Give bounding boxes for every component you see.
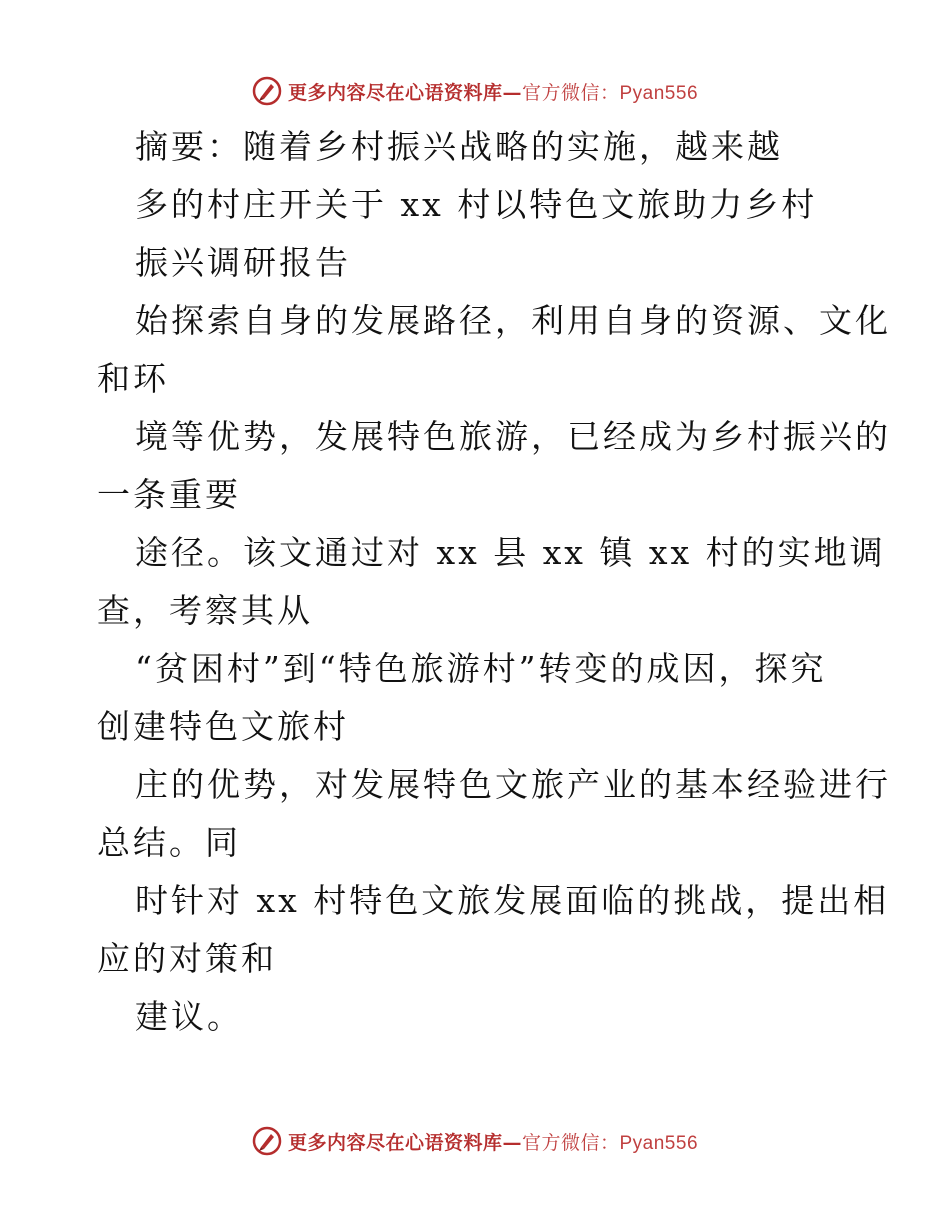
body-line: 始探索自身的发展路径，利用自身的资源、文化 — [135, 301, 891, 340]
pen-logo-icon — [252, 76, 282, 106]
body-line: 总结。同 — [97, 823, 241, 862]
footer-watermark-banner — [0, 1121, 950, 1161]
header-watermark-banner — [0, 71, 950, 111]
banner-wechat: 官方微信：Pyan556 — [522, 1132, 699, 1154]
body-line: 创建特色文旅村 — [97, 707, 349, 746]
banner-title: 更多内容尽在心语资料库 — [287, 1131, 503, 1154]
banner-title: 更多内容尽在心语资料库 — [287, 81, 503, 104]
body-line: 途径。该文通过对 xx 县 xx 镇 xx 村的实地调 — [135, 533, 886, 572]
body-line: 和环 — [97, 359, 169, 398]
body-line: 境等优势，发展特色旅游，已经成为乡村振兴的 — [135, 417, 891, 456]
body-line: 建议。 — [135, 997, 243, 1036]
banner-dash: — — [502, 1131, 522, 1154]
pen-logo-icon — [252, 1126, 282, 1156]
body-line: 查，考察其从 — [97, 591, 313, 630]
body-line: 一条重要 — [97, 475, 241, 514]
banner-wechat: 官方微信：Pyan556 — [522, 82, 699, 104]
body-line: 时针对 xx 村特色文旅发展面临的挑战，提出相 — [135, 881, 890, 920]
banner-dash: — — [502, 81, 522, 104]
body-line: 振兴调研报告 — [135, 243, 351, 282]
body-line: 摘要：随着乡村振兴战略的实施，越来越 — [135, 127, 783, 166]
body-line: “贫困村”到“特色旅游村”转变的成因，探究 — [135, 649, 827, 688]
document-body — [97, 118, 891, 1046]
body-line: 应的对策和 — [97, 939, 277, 978]
body-line: 多的村庄开关于 xx 村以特色文旅助力乡村 — [135, 185, 818, 224]
body-line: 庄的优势，对发展特色文旅产业的基本经验进行 — [135, 765, 891, 804]
